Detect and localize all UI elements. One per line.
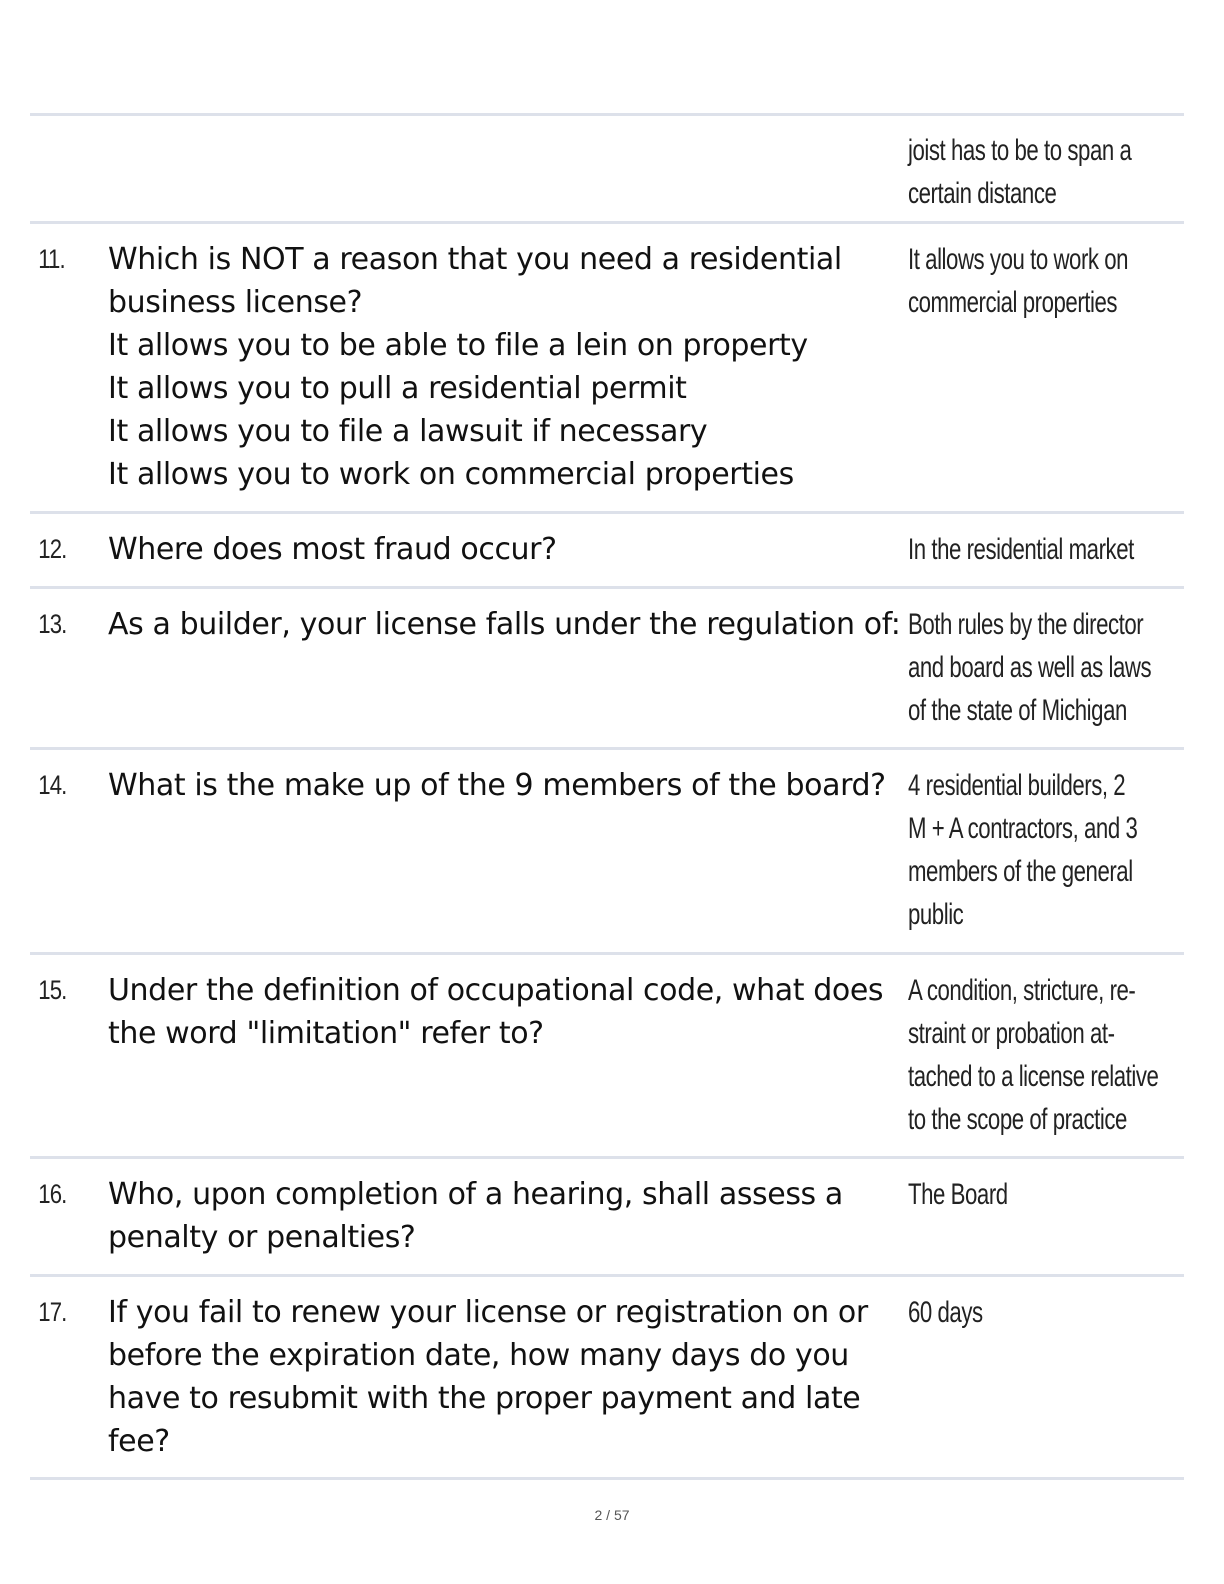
row-number: 15. — [38, 975, 67, 1005]
answer-line: In the residential market — [908, 533, 1134, 566]
row-number: 11. — [38, 244, 65, 274]
question — [108, 1291, 908, 1477]
table-row — [30, 1156, 1184, 1274]
answer-line: Both rules by the director — [908, 608, 1144, 641]
table-row — [30, 221, 1184, 511]
answer — [908, 603, 1224, 747]
row-number: 13. — [38, 609, 67, 639]
row-number — [30, 129, 94, 221]
answer-line: public — [908, 898, 964, 931]
question-line: As a builder, your license falls under the regulation of: — [108, 607, 901, 642]
answer — [908, 129, 1210, 221]
answer-line: to the scope of practice — [908, 1103, 1127, 1136]
row-number: 17. — [38, 1297, 67, 1327]
table-row — [30, 113, 1184, 221]
question-line: penalty or penalties? — [108, 1220, 416, 1255]
question-line: the word "limitation" refer to? — [108, 1016, 544, 1051]
answer-line: M + A contractors, and 3 — [908, 812, 1138, 845]
answer-line: joist has to be to span a — [908, 134, 1132, 167]
answer — [908, 1173, 1184, 1274]
question-line: fee? — [108, 1424, 170, 1459]
answer-line: It allows you to work on — [908, 243, 1129, 276]
question-line: Who, upon completion of a hearing, shall assess a — [108, 1177, 843, 1212]
question — [108, 603, 908, 747]
question-line: If you fail to renew your license or registration on or — [108, 1295, 868, 1330]
answer — [908, 528, 1213, 586]
answer — [908, 1291, 1184, 1477]
answer-line: of the state of Michigan — [908, 694, 1127, 727]
question — [108, 238, 908, 511]
table-row — [30, 1274, 1184, 1480]
answer-line: tached to a license relative — [908, 1060, 1159, 1093]
question — [108, 969, 908, 1156]
row-number: 12. — [38, 534, 67, 564]
table-row — [30, 586, 1184, 747]
page-indicator: 2 / 57 — [594, 1507, 630, 1523]
answer-line: and board as well as laws — [908, 651, 1152, 684]
question-line: It allows you to pull a residential permit — [108, 371, 687, 406]
question-line: Under the definition of occupational code, what does — [108, 973, 884, 1008]
table-row — [30, 747, 1184, 952]
answer-line: A condition, stricture, re- — [908, 974, 1136, 1007]
question-line: have to resubmit with the proper payment and late — [108, 1381, 861, 1416]
question-line: before the expiration date, how many days do you — [108, 1338, 849, 1373]
row-number: 14. — [38, 770, 67, 800]
question — [108, 528, 908, 586]
table-row — [30, 511, 1184, 586]
answer-line: 4 residential builders, 2 — [908, 769, 1126, 802]
answer — [908, 969, 1224, 1156]
question-line: It allows you to work on commercial properties — [108, 457, 794, 492]
answer — [908, 764, 1218, 952]
answer-line: members of the general — [908, 855, 1133, 888]
row-number: 16. — [38, 1179, 67, 1209]
question-line: Which is NOT a reason that you need a residential — [108, 242, 842, 277]
table-row — [30, 952, 1184, 1156]
question — [108, 764, 908, 952]
answer-line: certain distance — [908, 177, 1057, 210]
flashcard-table — [30, 113, 1184, 1480]
question — [108, 1173, 908, 1274]
answer-line: commercial properties — [908, 286, 1118, 319]
question-line: What is the make up of the 9 members of the board? — [108, 768, 886, 803]
question-line: business license? — [108, 285, 363, 320]
question-line: It allows you to file a lawsuit if necessary — [108, 414, 708, 449]
answer-line: straint or probation at- — [908, 1017, 1115, 1050]
question — [108, 129, 908, 221]
answer — [908, 238, 1205, 511]
question-line: Where does most fraud occur? — [108, 532, 557, 567]
question-line: It allows you to be able to file a lein on property — [108, 328, 808, 363]
answer-line: The Board — [908, 1178, 1008, 1211]
answer-line: 60 days — [908, 1296, 983, 1329]
